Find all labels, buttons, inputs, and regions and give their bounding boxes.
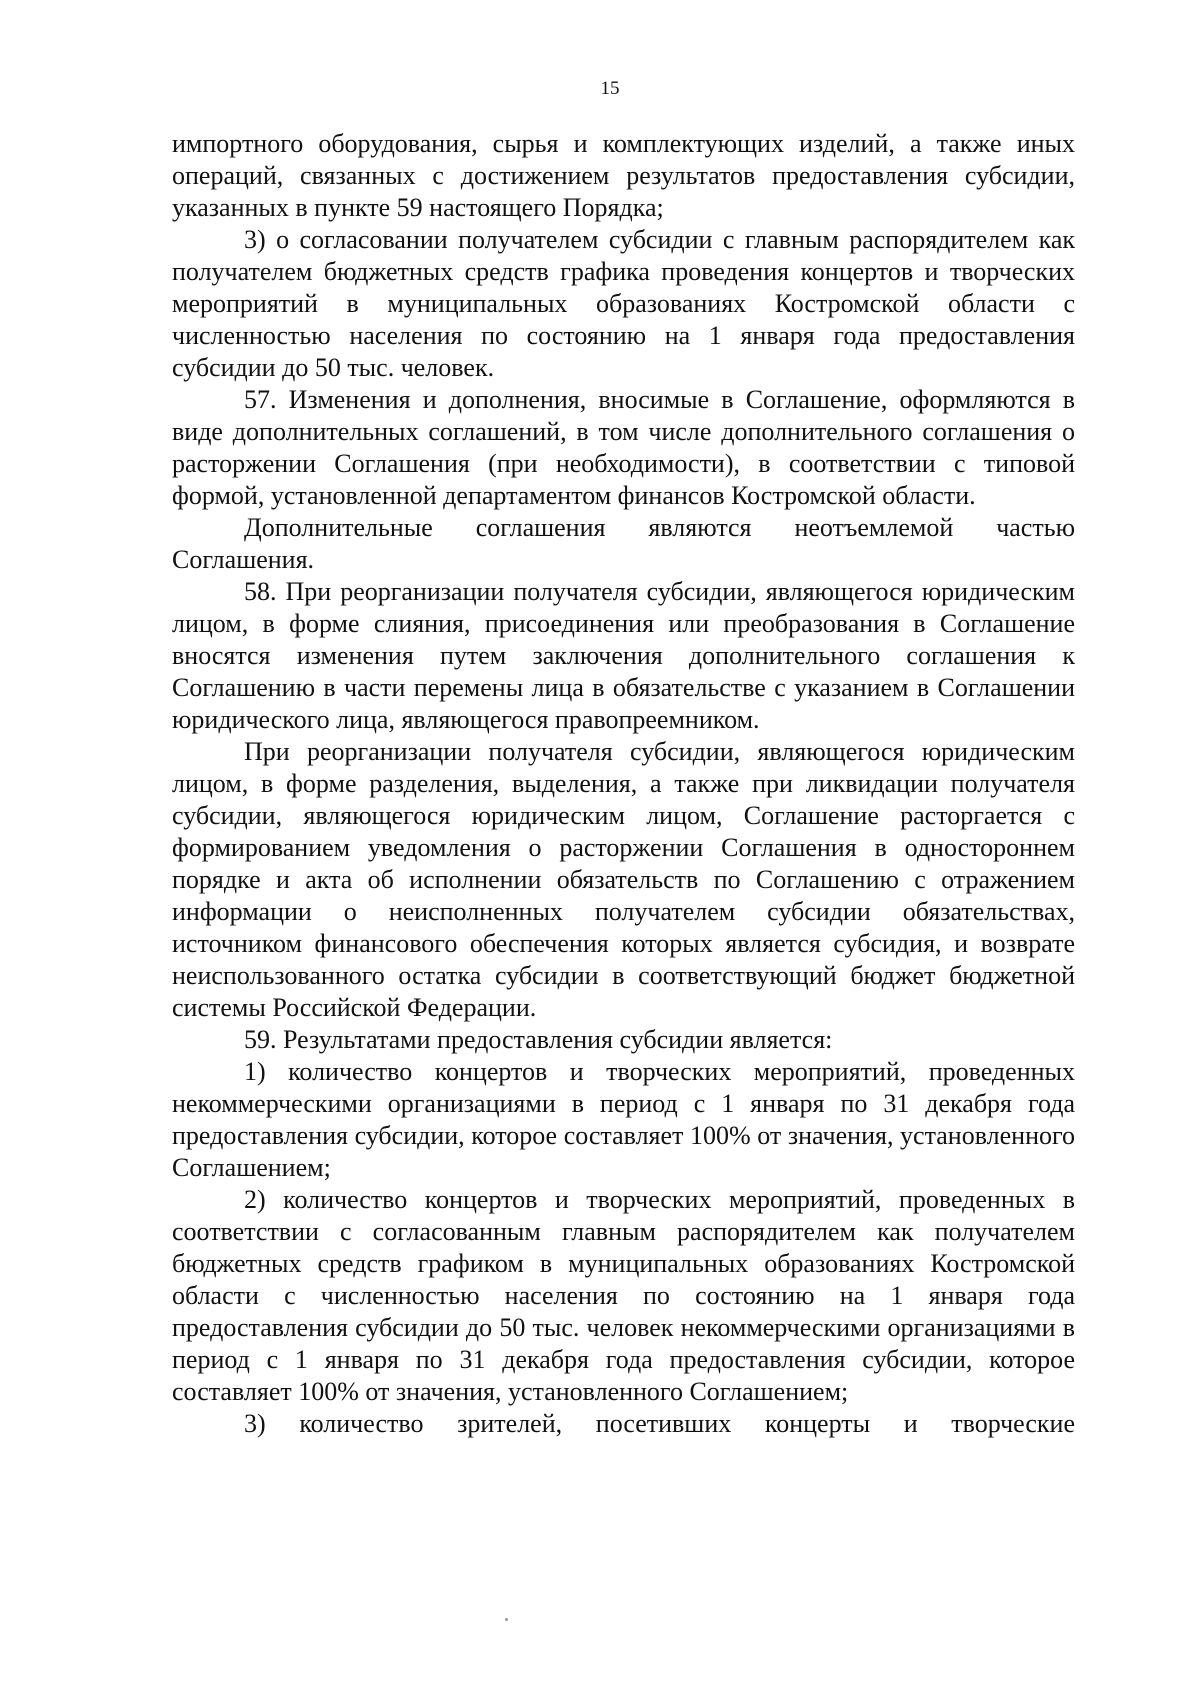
paragraph: 57. Изменения и дополнения, вносимые в Соглашение, оформляются в виде дополнительных соглашений, в том числе дополнительного соглашения о расторжении Соглашения (при необходимости), в соответствии с типовой формой, установленной департаментом финансов Костромской области. (172, 385, 1075, 510)
paragraph: При реорганизации получателя субсидии, являющегося юридическим лицом, в форме разделения, выделения, а также при ликвидации получателя субсидии, являющегося юридическим лицом, Соглашение расторгается с формированием уведомления о расторжении Соглашения в одностороннем порядке и акта об исполнении обязательств по Соглашению с отражением информации о неисполненных получателем субсидии обязательствах, источником финансового обеспечения которых является субсидия, и возврате неиспользованного остатка субсидии в соответствующий бюджет бюджетной системы Российской Федерации. (172, 737, 1075, 1022)
page-number: 15 (600, 78, 620, 99)
paragraph: импортного оборудования, сырья и комплектующих изделий, а также иных операций, связанных с достижением результатов предоставления субсидии, указанных в пункте 59 настоящего Порядка; (172, 129, 1075, 222)
document-body (172, 128, 1075, 1440)
paragraph: Дополнительные соглашения являются неотъемлемой частью Соглашения. (172, 513, 1075, 574)
paragraph: 3) количество зрителей, посетивших концерты и творческие (244, 1409, 1075, 1438)
paragraph: 1) количество концертов и творческих мероприятий, проведенных некоммерческими организациями в период с 1 января по 31 декабря года предоставления субсидии, которое составляет 100% от значения, установленного Соглашением; (172, 1057, 1075, 1182)
paragraph: 59. Результатами предоставления субсидии является: (244, 1025, 833, 1054)
paragraph: 58. При реорганизации получателя субсидии, являющегося юридическим лицом, в форме слияния, присоединения или преобразования в Соглашение вносятся изменения путем заключения дополнительного соглашения к Соглашению в части перемены лица в обязательстве с указанием в Соглашении юридического лица, являющегося правопреемником. (172, 577, 1075, 734)
scan-speck (505, 1618, 508, 1621)
paragraph: 3) о согласовании получателем субсидии с главным распорядителем как получателем бюджетных средств графика проведения концертов и творческих мероприятий в муниципальных образованиях Костромской области с численностью населения по состоянию на 1 января года предоставления субсидии до 50 тыс. человек. (172, 225, 1075, 382)
paragraph: 2) количество концертов и творческих мероприятий, проведенных в соответствии с согласованным главным распорядителем как получателем бюджетных средств графиком в муниципальных образованиях Костромской области с численностью населения по состоянию на 1 января года предоставления субсидии до 50 тыс. человек некоммерческими организациями в период с 1 января по 31 декабря года предоставления субсидии, которое составляет 100% от значения, установленного Соглашением; (172, 1185, 1075, 1406)
